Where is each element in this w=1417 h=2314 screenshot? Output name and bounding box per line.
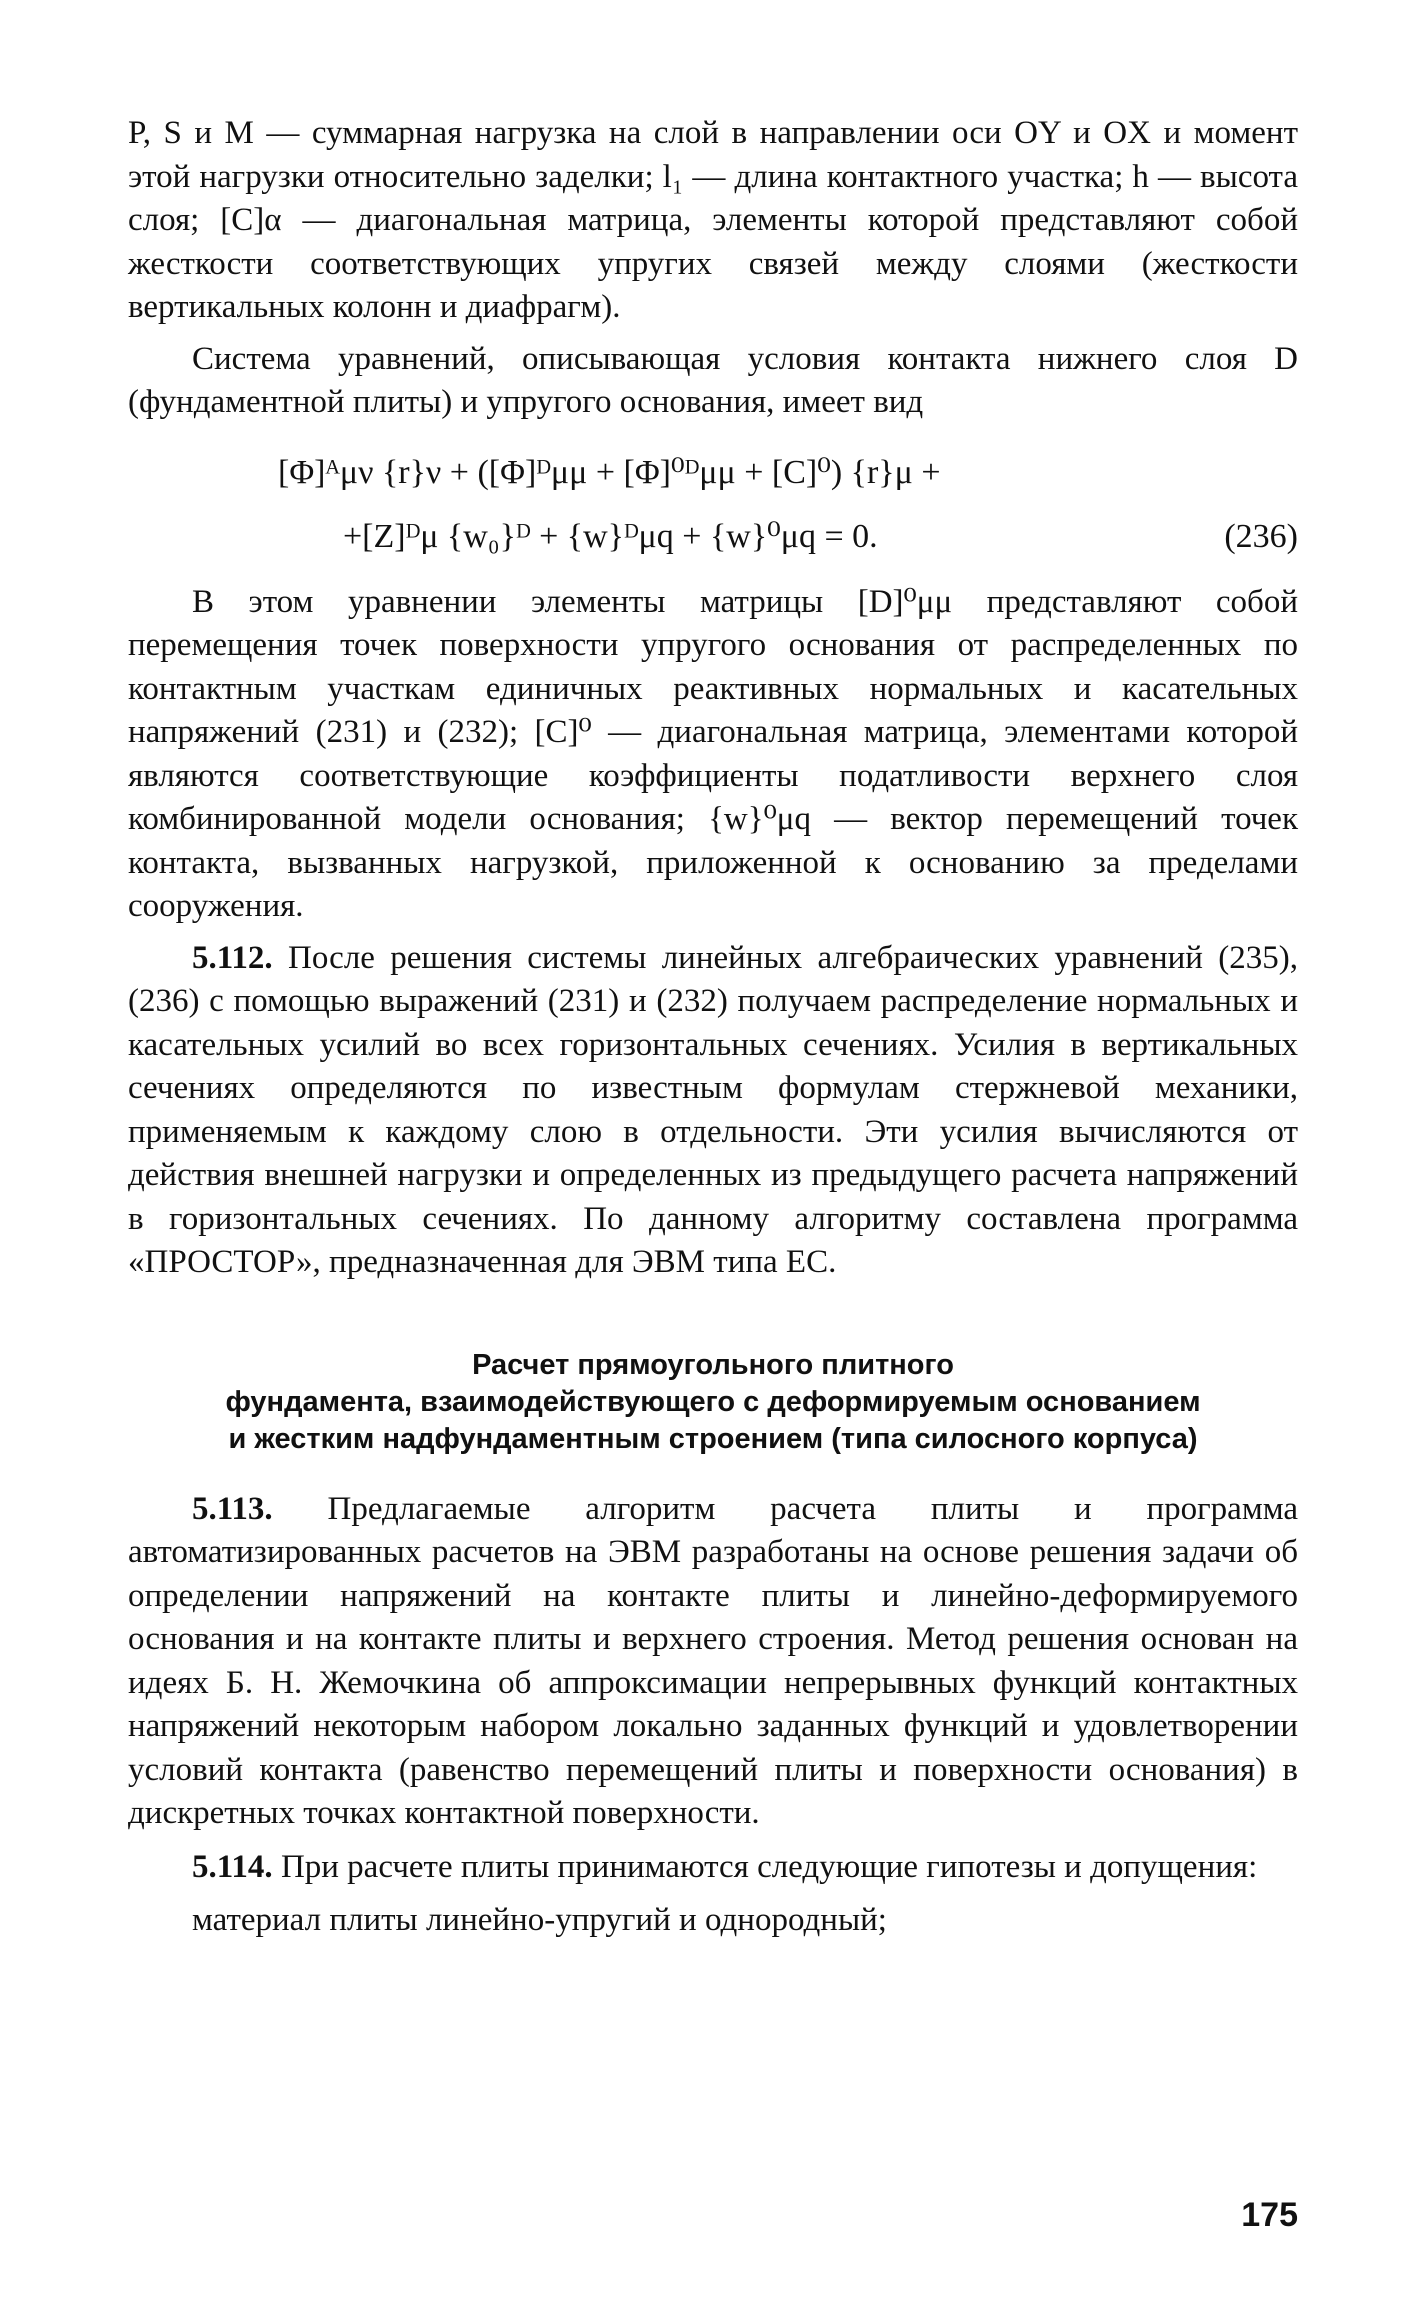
paragraph-5-112	[128, 937, 1298, 1285]
section-heading	[128, 1347, 1298, 1458]
paragraph-5-114-text: При расчете плиты принимаются следующие гипотезы и допущения:	[280, 1848, 1258, 1885]
paragraph-5-112-text: После решения системы линейных алгебраических уравнений (235), (236) с помощью выражений (231) и (232) получаем распределение нормальных и касательных усилий во всех горизонтальных сечениях. Усилия в вертикальных сечениях определяются по известным формулам стержневой механики, применяемым к каждому слою в отдельности. Эти усилия вычисляются от действия внешней нагрузки и определенных из предыдущего расчета напряжений в горизонтальных сечениях. По данному алгоритму составлена программа «ПРОСТОР», предназначенная для ЭВМ типа ЕС.	[128, 939, 1298, 1280]
paragraph-2: Система уравнений, описывающая условия контакта нижнего слоя D (фундаментной плиты) и упругого основания, имеет вид	[128, 340, 1298, 420]
section-number-5-112: 5.112.	[192, 939, 273, 976]
equation-line-1: [Φ]ᴬμν {r}ν + ([Φ]ᴰμμ + [Φ]⁰ᴰμμ + [C]⁰) {r}μ +	[278, 453, 941, 491]
paragraph-5-114	[128, 1846, 1298, 1890]
equation-236	[128, 447, 1298, 563]
heading-line-2: фундамента, взаимодействующего с деформируемым основанием	[225, 1385, 1201, 1418]
paragraph-5-113-text: Предлагаемые алгоритм расчета плиты и программа автоматизированных расчетов на ЭВМ разработаны на основе решения задачи об определении напряжений на контакте плиты и линейно-деформируемого основания и на контакте плиты и верхнего строения. Метод решения основан на идеях Б. Н. Жемочкина об аппроксимации непрерывных функций контактных напряжений некоторым набором локально заданных функций и удовлетворении условий контакта (равенство перемещений плиты и поверхности основания) в дискретных точках контактной поверхности.	[128, 1490, 1299, 1831]
paragraph-5-113	[128, 1488, 1298, 1836]
paragraph-1: P, S и M — суммарная нагрузка на слой в направлении оси OY и OX и момент этой нагрузки относительно заделки; l₁ — длина контактного участка; h — высота слоя; [C]α — диагональная матрица, элементы которой представляют собой жесткости соответствующих упругих связей между слоями (жесткости вертикальных колонн и диафрагм).	[128, 115, 1298, 325]
paragraph-3: В этом уравнении элементы матрицы [D]⁰μμ представляют собой перемещения точек поверхности упругого основания от распределенных по контактным участкам единичных реактивных нормальных и касательных напряжений (231) и (232); [C]⁰ — диагональная матрица, элементами которой являются соответствующие коэффициенты податливости верхнего слоя комбинированной модели основания; {w}⁰μq — вектор перемещений точек контакта, вызванных нагрузкой, приложенной к основанию за пределами сооружения.	[128, 583, 1298, 924]
equation-line-2: +[Z]ᴰμ {w₀}ᴰ + {w}ᴰμq + {w}⁰μq = 0.	[343, 517, 878, 555]
page-content	[128, 112, 1298, 1943]
equation-number: (236)	[1224, 517, 1298, 555]
heading-line-1: Расчет прямоугольного плитного	[472, 1348, 954, 1381]
paragraph-hypothesis-1: материал плиты линейно-упругий и однородный;	[192, 1902, 887, 1938]
page-number: 175	[1241, 2196, 1298, 2234]
section-number-5-114: 5.114.	[192, 1848, 273, 1885]
heading-line-3: и жестким надфундаментным строением (типа силосного корпуса)	[228, 1422, 1198, 1455]
section-number-5-113: 5.113.	[192, 1490, 273, 1527]
